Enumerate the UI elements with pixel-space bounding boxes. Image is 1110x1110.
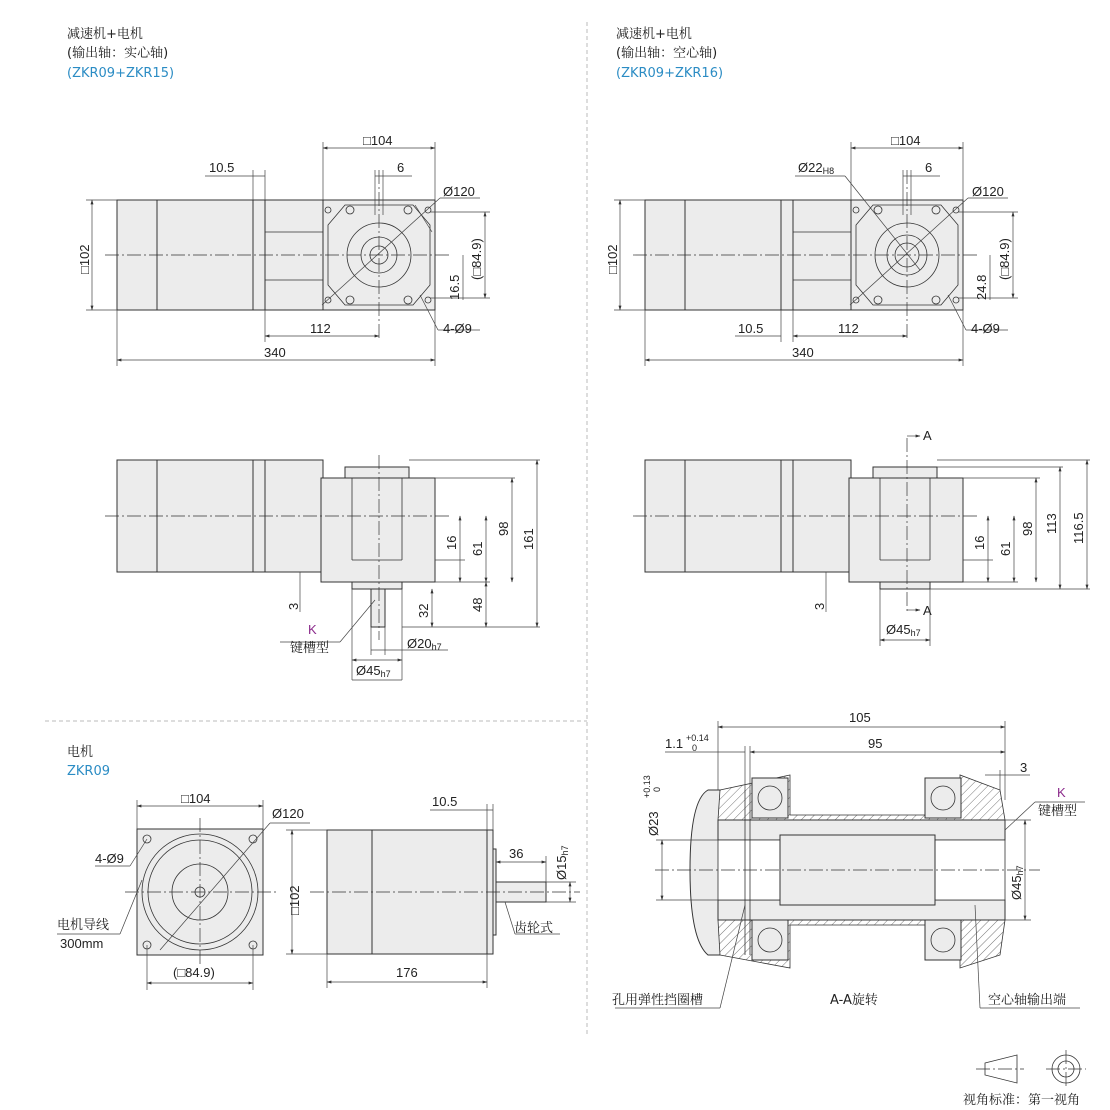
- section-aa-label: A-A旋转: [830, 993, 878, 1008]
- section-dim-phi23: Ø23: [646, 811, 661, 836]
- dim-98: 98: [496, 521, 511, 536]
- motor-side-view: [286, 794, 580, 988]
- key-type-label: 键槽型: [290, 641, 330, 656]
- section-dim-3: 3: [1020, 760, 1028, 775]
- dim-32: 32: [416, 603, 431, 618]
- hollow-dim-113: 113: [1044, 513, 1059, 534]
- key-k: K: [308, 622, 317, 637]
- motor-dim-sq84-9: (□84.9): [173, 965, 215, 980]
- motor-dim-10-5: 10.5: [432, 794, 458, 809]
- motor-dim-phi15: Ø15h7: [554, 845, 570, 880]
- dim-161: 161: [521, 528, 536, 550]
- section-phi23-dn: 0: [652, 786, 662, 792]
- dim-16: 16: [444, 535, 459, 550]
- dim-6: 6: [397, 160, 405, 175]
- panel-hollow-title: 减速机+电机: [616, 27, 692, 42]
- hollow-top-view: [605, 133, 1018, 366]
- section-key-k: K: [1057, 785, 1066, 800]
- hollow-dim-phi45: Ø45h7: [886, 622, 921, 638]
- dim-phi20: Ø20h7: [407, 636, 442, 652]
- panel-section-aa: [612, 710, 1085, 1008]
- section-tol-up: +0.14: [686, 733, 709, 743]
- panel-motor-model: ZKR09: [67, 764, 111, 779]
- panel-motor-title: 电机: [67, 745, 94, 760]
- hollow-dim-116-5: 116.5: [1071, 512, 1086, 544]
- hollow-dim-10-5: 10.5: [738, 321, 764, 336]
- hollow-dim-sq104: □104: [891, 133, 921, 148]
- panel-hollow-shaft: [605, 26, 1090, 646]
- motor-dim-176: 176: [396, 965, 418, 980]
- dim-sq84-9: (□84.9): [469, 238, 484, 280]
- hollow-shaft-end-label: 空心轴输出端: [988, 993, 1067, 1008]
- hollow-dim-3: 3: [812, 602, 827, 610]
- motor-dim-sq104: □104: [181, 791, 211, 806]
- motor-flange-view: [57, 791, 310, 990]
- motor-dim-sq102: □102: [287, 885, 302, 915]
- motor-lead-length: 300mm: [60, 936, 104, 951]
- panel-hollow-subtitle: (输出轴：空心轴): [616, 46, 718, 61]
- panel-solid-shaft: [67, 26, 540, 680]
- hollow-dim-phi22: Ø22H8: [798, 160, 835, 176]
- projection-label: 视角标准：第一视角: [963, 1093, 1081, 1108]
- hollow-front-view: [633, 428, 1090, 646]
- panel-solid-model: (ZKR09+ZKR15): [67, 66, 175, 81]
- section-dim-95: 95: [868, 736, 883, 751]
- hollow-dim-24-8: 24.8: [974, 274, 989, 300]
- dim-phi120: Ø120: [443, 184, 475, 199]
- section-dim-1-1: 1.1: [665, 736, 684, 751]
- section-key-label: 键槽型: [1038, 804, 1078, 819]
- section-dim-105: 105: [849, 710, 871, 725]
- motor-dim-phi120: Ø120: [272, 806, 304, 821]
- motor-dim-holes: 4-Ø9: [95, 851, 124, 866]
- dim-61: 61: [470, 541, 485, 556]
- dim-3: 3: [286, 602, 301, 610]
- hollow-dim-phi120: Ø120: [972, 184, 1004, 199]
- dim-340: 340: [264, 345, 286, 360]
- section-dim-phi45: Ø45h7: [1009, 865, 1025, 900]
- hollow-dim-16: 16: [972, 535, 987, 550]
- dim-10-5: 10.5: [209, 160, 235, 175]
- section-tol-dn: 0: [692, 743, 698, 753]
- panel-motor: [57, 744, 580, 990]
- hollow-dim-sq84-9: (□84.9): [997, 238, 1012, 280]
- section-a-bottom: A: [923, 603, 932, 618]
- hollow-dim-holes: 4-Ø9: [971, 321, 1000, 336]
- panel-hollow-model: (ZKR09+ZKR16): [616, 66, 724, 81]
- gear-shaft-label: 齿轮式: [514, 921, 554, 936]
- solid-top-view: [77, 133, 490, 366]
- dim-48: 48: [470, 597, 485, 612]
- hollow-dim-340: 340: [792, 345, 814, 360]
- dim-16-5: 16.5: [447, 274, 462, 300]
- hollow-dim-61: 61: [998, 541, 1013, 556]
- dim-phi45: Ø45h7: [356, 663, 391, 679]
- circlip-groove-label: 孔用弹性挡圈槽: [612, 993, 704, 1008]
- panel-solid-title: 减速机+电机: [67, 27, 143, 42]
- projection-symbol: [963, 1050, 1086, 1108]
- hollow-dim-98: 98: [1020, 521, 1035, 536]
- dim-sq104: □104: [363, 133, 393, 148]
- solid-front-view: [105, 455, 540, 680]
- motor-dim-36: 36: [509, 846, 524, 861]
- hollow-dim-sq102: □102: [605, 244, 620, 274]
- section-a-top: A: [923, 428, 932, 443]
- motor-lead-label: 电机导线: [57, 918, 110, 933]
- dim-holes: 4-Ø9: [443, 321, 472, 336]
- panel-solid-subtitle: (输出轴：实心轴): [67, 46, 169, 61]
- section-phi23-up: +0.13: [642, 775, 652, 798]
- hollow-dim-112: 112: [838, 321, 859, 336]
- dim-sq102: □102: [77, 244, 92, 274]
- hollow-dim-6: 6: [925, 160, 933, 175]
- dim-112: 112: [310, 321, 331, 336]
